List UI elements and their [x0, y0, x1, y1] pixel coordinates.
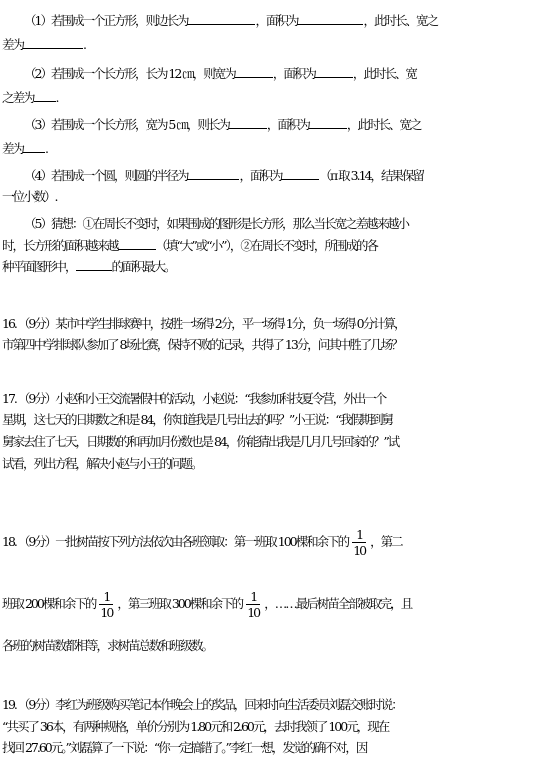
q17-line3 [2, 434, 543, 450]
q1-blank-diff[interactable] [23, 36, 83, 49]
fraction-numerator: 1 [103, 589, 110, 604]
q1-text-b: ，面积为 [255, 13, 298, 28]
q3-blank-diff[interactable] [23, 140, 45, 153]
q4-text-d: 一位小数）. [2, 189, 57, 204]
fraction-numerator: 1 [250, 589, 257, 604]
q16-text-2: 市第四中学排球队参加了 8场比赛，保持不败的记录，共得了 13分，问其中胜了几场？ [2, 337, 402, 352]
q18-line2 [2, 582, 543, 626]
fraction-one-tenth [246, 589, 260, 620]
q18-line3 [2, 638, 543, 654]
q5-line3 [2, 258, 543, 275]
q19-line1 [2, 697, 543, 713]
q4-text-b: ，面积为 [239, 168, 282, 183]
q3-text-d: 差为 [2, 141, 24, 156]
q4-line1 [24, 167, 543, 184]
fraction-one-tenth [99, 589, 113, 620]
q5-text-c: （填“大”或“小”），②在周长不变时，所围成的各 [155, 238, 377, 253]
q3-text-e: . [45, 141, 47, 156]
q3-line1 [24, 116, 543, 133]
q5-text-e: 的面积最大。 [111, 259, 175, 274]
q18-text-2c: ，……最后树苗全部被取完，且 [264, 596, 412, 611]
q17-line2 [2, 412, 543, 428]
fraction-numerator: 1 [356, 527, 363, 542]
q2-blank-area[interactable] [315, 65, 353, 78]
q3-text-b: ，面积为 [266, 117, 309, 132]
q19-line3 [2, 740, 543, 756]
q18-text-3: 各班的树苗数都相等，求树苗总数和班级数。 [2, 638, 213, 653]
q1-line1 [24, 12, 543, 29]
q2-text-d: 之差为 [2, 90, 34, 105]
q2-line2 [2, 89, 543, 106]
q4-blank-radius[interactable] [187, 167, 239, 180]
q4-text-a: （4）若围成一个圆，则圆的半径为 [24, 168, 188, 183]
q1-text-c: ，此时长、宽之 [363, 13, 437, 28]
q17-line4 [2, 456, 543, 472]
q1-blank-area[interactable] [297, 12, 363, 25]
fraction-denominator: 10 [247, 605, 260, 620]
fraction-denominator: 10 [353, 543, 366, 558]
q4-blank-area[interactable] [281, 167, 319, 180]
q2-text-e: . [55, 90, 58, 105]
q18-text-1a: 18. （9分）一批树苗按下列方法依次由各班领取：第一班取 100棵和余下的 [2, 534, 349, 549]
q1-blank-side[interactable] [187, 12, 255, 25]
fraction-denominator: 10 [100, 605, 113, 620]
q5-blank-bigger[interactable] [118, 237, 156, 250]
q17-text-2: 星期，这七天的日期数之和是 84，你知道我是几号出去的吗？”小王说：“我假期到舅 [2, 412, 393, 427]
q18-text-1b: ，第二 [370, 534, 402, 549]
q17-text-1: 17. （9分）小赵和小王交流暑假中的活动，小赵说：“我参加科技夏令营，外出一个 [2, 391, 386, 406]
q16-line2 [2, 337, 543, 353]
q5-line2 [2, 237, 543, 254]
q5-blank-shape[interactable] [76, 258, 112, 271]
q3-blank-area[interactable] [309, 116, 347, 129]
q19-line2 [2, 719, 543, 735]
q2-blank-diff[interactable] [34, 89, 56, 102]
q5-line1 [24, 216, 543, 232]
q17-line1 [2, 391, 543, 407]
q18-line1 [2, 520, 543, 564]
q19-text-3: 找回 27.60元。”刘磊算了一下说：“你一定搞错了。”李红一想，发觉的确不对，因 [2, 740, 367, 755]
q4-line2 [2, 189, 543, 205]
q3-line2 [2, 140, 543, 157]
q18-text-2a: 班取 200棵和余下的 [2, 596, 96, 611]
q5-text-b: 时，长方形的面积越来越 [2, 238, 118, 253]
q17-text-4: 试看，列出方程，解决小赵与小王的问题。 [2, 456, 202, 471]
q5-text-a: （5）猜想：①在周长不变时，如果围成的图形是长方形，那么当长宽之差越来越小 [24, 216, 408, 231]
fraction-one-tenth [352, 527, 366, 558]
q19-text-1: 19. （9分）李红为班级购买笔记本作晚会上的奖品，回来时向生活委员刘磊交账时说： [2, 697, 402, 712]
q5-text-d: 种平面图形中， [2, 259, 76, 274]
q17-text-3: 舅家去住了七天，日期数的和再加月份数也是 84，你能猜出我是几月几号回家的？”试 [2, 434, 399, 449]
q18-text-2b: ，第三班取 300棵和余下的 [117, 596, 243, 611]
q2-line1 [24, 65, 543, 82]
q2-text-c: ，此时长、宽 [352, 66, 416, 81]
q1-text-e: . [83, 37, 85, 52]
q3-blank-length[interactable] [229, 116, 267, 129]
q16-line1 [2, 316, 543, 332]
q1-line2 [2, 36, 543, 53]
q16-text-1: 16. （9分）某市中学生排球赛中，按胜一场得 2分，平一场得 1分，负一场得 0分计算， [2, 316, 405, 331]
q2-blank-width[interactable] [235, 65, 273, 78]
q4-text-c: （π 取 3.14，结果保留 [319, 168, 423, 183]
q3-text-a: （3）若围成一个长方形，宽为 5 ㎝，则长为 [24, 117, 229, 132]
q3-text-c: ，此时长、宽之 [346, 117, 421, 132]
q1-text-d: 差为 [2, 37, 24, 52]
q2-text-a: （2）若围成一个长方形，长为 12 ㎝，则宽为 [24, 66, 235, 81]
q2-text-b: ，面积为 [272, 66, 315, 81]
q1-text-a: （1）若围成一个正方形，则边长为 [24, 13, 188, 28]
q19-text-2: “共买了 36本，有两种规格，单价分别为 1.80元和 2.60元，去时我领了 100元，现在 [2, 719, 389, 734]
